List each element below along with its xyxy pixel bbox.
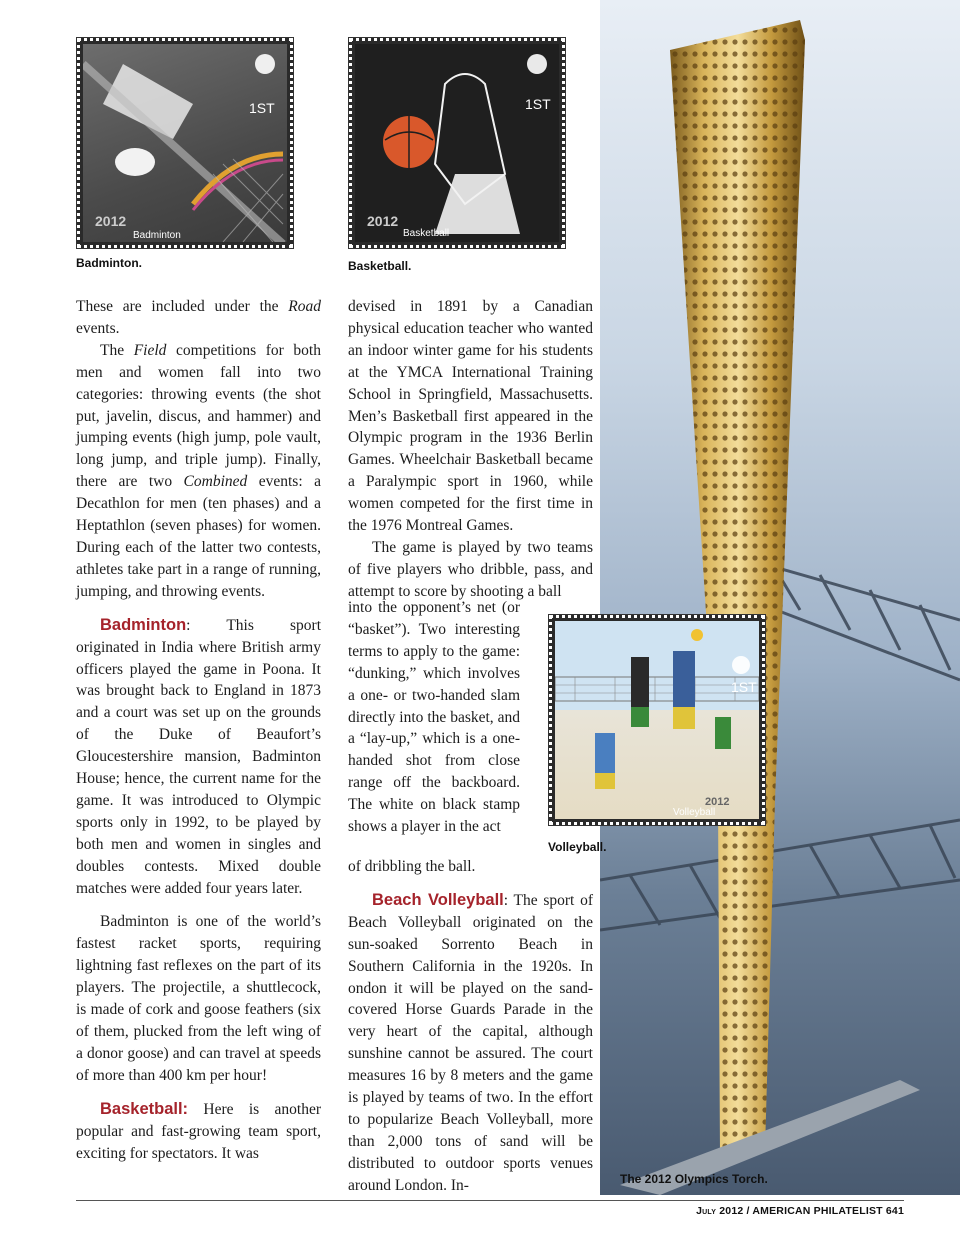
paragraph: into the opponent’s net (or “basket”). Two interesting terms to apply to the game: “dunking,” which involves a one- or two-handed slam directly into the basket, and a “lay-up,” which is a one-handed shot from close range off the backboard. The white on black stamp shows a player in the act [348,599,520,836]
paragraph: Badminton: This sport originated in India where British army officers played the game in Poona. It was brought back to England in 1873 and a court was set up on the grounds of the Duke of Beaufort’s Gloucestershire mansion, Badminton House; hence, the current name for the game. It was introduced to Olympic sports only in 1992, to be played by both men and women in singles and doubles contests. Mixed double matches were added four years later. [76,615,321,897]
stamp-value: 1ST [525,96,551,112]
paragraph: These are included under the Road events. [76,298,321,337]
stamp-label: Volleyball [673,807,716,818]
paragraph: The game is played by two teams of five players who dribble, pass, and attempt to score by shooting a ball [348,538,593,600]
torch-caption: The 2012 Olympics Torch. [620,1172,768,1186]
section-heading: Basketball: [100,1099,189,1118]
paragraph: devised in 1891 by a Canadian physical education teacher who wanted an indoor winter game for his students at the YMCA International Training School in Springfield, Massachusetts. Men’s Basketball first appeared in the Olympic program in the 1936 Berlin Games. Wheelchair Basketball became a Paralympic sport in 1960, while women competed for the first time in the 1976 Montreal Games. [348,298,593,535]
footer-rule [76,1200,904,1201]
paragraph: The Field competitions for both men and women fall into two categories: throwing events (the shot put, javelin, discus, and hammer) and jumping events (high jump, pole vault, long jump, and triple jump). Finally, there are two Combined events: a Decathlon for men (ten phases) and a Heptathlon (seven phases) for women. During each of the latter two contests, athletes take part in a range of running, jumping, and throwing events. [76,341,321,600]
basketball-stamp [348,37,566,249]
page-folio [696,1205,904,1217]
paragraph: Badminton is one of the world’s fastest racket sports, requiring lightning fast reflexes on the part of its players. The projectile, a shuttlecock, is made of cork and goose feathers (six of them, plucked from the left wing of a donor goose) and can travel at speeds of more than 400 km per hour! [76,913,321,1084]
torch-illustration [600,0,960,1195]
volleyball-stamp [548,614,766,826]
stamp-label: Basketball [403,228,450,239]
svg-text:2012: 2012 [367,213,399,229]
section-heading: Badminton [100,615,187,634]
folio-text: 2012 / AMERICAN PHILATELIST 641 [716,1205,904,1217]
stamp-value: 1ST [249,100,275,116]
svg-text:2012: 2012 [705,796,730,808]
stamp-value: 1ST [731,679,757,695]
paragraph: of dribbling the ball. [348,858,476,875]
section-heading: Beach Volleyball [372,890,504,909]
volleyball-caption: Volleyball. [548,840,607,854]
badminton-stamp-face [83,44,287,242]
basketball-player-icon [355,44,559,242]
left-column [76,296,321,1164]
basketball-caption: Basketball. [348,259,412,273]
shuttlecock-icon [83,44,287,242]
right-column-narrow [348,597,520,838]
basketball-stamp-face [355,44,559,242]
volleyball-players-icon [555,621,759,819]
paragraph: Beach Volleyball: The sport of Beach Volleyball originated on the sun-soaked Sorrento Beach in Southern California in the 1920s. In ondon it will be played on the sand-covered Horse Guards Parade in the very heart of the capital, although sunshine cannot be assured. The court measures 16 by 8 meters and the game is played by teams of two. In the effort to popularize Beach Volleyball, more than 2,000 tons of sand will be distributed to outdoor sports venues around London. In- [348,890,593,1194]
svg-text:2012: 2012 [95,213,127,229]
stamp-label: Badminton [133,230,181,241]
right-column-lower [348,856,593,1197]
badminton-stamp [76,37,294,249]
folio-month: July [696,1205,717,1217]
right-column [348,296,593,603]
paragraph: Basketball: Here is another popular and fast-growing team sport, exciting for spectators. It was [76,1099,321,1162]
torch-photo [600,0,960,1195]
volleyball-stamp-face [555,621,759,819]
badminton-caption: Badminton. [76,256,142,270]
